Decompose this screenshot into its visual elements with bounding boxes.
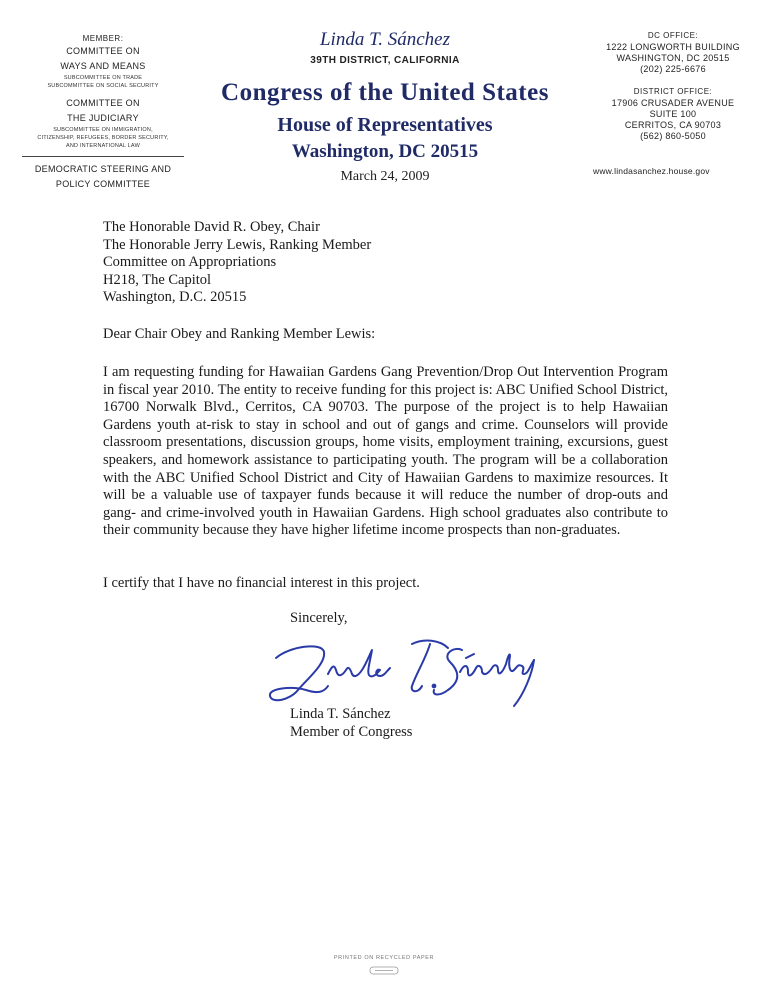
certification-statement: I certify that I have no financial interest in this project.: [103, 575, 420, 591]
recipient-address: [103, 219, 668, 307]
website-link[interactable]: www.lindasanchez.house.gov: [593, 166, 710, 176]
committee-judiciary-line-1: COMMITTEE ON: [66, 98, 140, 108]
subcommittee-immigration-line-2: CITIZENSHIP, REFUGEES, BORDER SECURITY,: [37, 135, 169, 141]
address-line-2: The Honorable Jerry Lewis, Ranking Member: [103, 236, 372, 253]
subcommittee-social-security: SUBCOMMITTEE ON SOCIAL SECURITY: [47, 83, 159, 89]
city-title: Washington, DC 20515: [291, 141, 479, 162]
letter-date: March 24, 2009: [340, 169, 430, 184]
dc-office-label: DC OFFICE:: [647, 31, 699, 40]
subcommittee-immigration-line-3: AND INTERNATIONAL LAW: [66, 143, 140, 149]
dc-office-line-2: WASHINGTON, DC 20515: [616, 53, 730, 63]
signer-title: Member of Congress: [290, 723, 413, 740]
member-label: MEMBER:: [82, 34, 124, 43]
office-column: [588, 30, 758, 142]
address-line-1: The Honorable David R. Obey, Chair: [103, 219, 320, 235]
dc-office-phone: (202) 225-6676: [640, 64, 706, 74]
recycled-paper-notice: PRINTED ON RECYCLED PAPER: [333, 955, 435, 961]
district-office-line-3: CERRITOS, CA 90703: [624, 120, 722, 130]
address-line-5: Washington, D.C. 20515: [103, 289, 247, 306]
house-title: House of Representatives: [277, 114, 493, 136]
salutation: Dear Chair Obey and Ranking Member Lewis:: [103, 326, 376, 342]
committee-judiciary-line-2: THE JUDICIARY: [67, 113, 139, 123]
district-label: 39TH DISTRICT, CALIFORNIA: [310, 55, 460, 66]
committee-ways-means-line-1: COMMITTEE ON: [66, 46, 140, 56]
representative-name: Linda T. Sánchez: [319, 29, 450, 50]
district-office-line-2: SUITE 100: [649, 109, 697, 119]
union-bug-icon: [369, 966, 399, 975]
committee-ways-means-line-2: WAYS AND MEANS: [60, 61, 146, 71]
address-line-4: H218, The Capitol: [103, 271, 212, 288]
address-line-3: Committee on Appropriations: [103, 254, 277, 271]
subcommittee-trade: SUBCOMMITTEE ON TRADE: [63, 75, 143, 81]
handwritten-signature: [262, 634, 542, 710]
dc-office-line-1: 1222 LONGWORTH BUILDING: [606, 42, 740, 52]
congress-title: Congress of the United States: [221, 79, 549, 106]
district-office-label: DISTRICT OFFICE:: [633, 87, 713, 96]
signer-name: Linda T. Sánchez: [290, 706, 391, 722]
letterhead-center: [200, 28, 570, 185]
signer-block: [290, 706, 590, 741]
committee-column: [14, 33, 192, 192]
closing: Sincerely,: [290, 610, 348, 626]
steering-committee-line-1: DEMOCRATIC STEERING AND: [34, 164, 172, 174]
district-office-phone: (562) 860-5050: [640, 131, 706, 141]
body-paragraph: I am requesting funding for Hawaiian Gardens Gang Prevention/Drop Out Intervention Program in fiscal year 2010. The entity to receive funding for this project is: ABC Unified School District, 16700 Norwalk Blvd., Cerritos, CA 90703. The purpose of the project is to help Hawaiian Gardens youth at-risk to stay in school and out of gangs and crime. Counselors will provide classroom presentations, discussion groups, home visits, employment training, excursions, guest speakers, and homework assistance to participating youth. The program will be a collaboration with the ABC Unified School District and City of Hawaiian Gardens to maximize resources. It will be a valuable use of taxpayer funds because it will reduce the number of drop-outs and gang- and crime-involved youth in Hawaiian Gardens. High school graduates also contribute to their community because they have higher lifetime income prospects than non-graduates.: [103, 364, 668, 539]
subcommittee-immigration-line-1: SUBCOMMITTEE ON IMMIGRATION,: [53, 127, 153, 133]
committee-divider: [22, 156, 184, 157]
steering-committee-line-2: POLICY COMMITTEE: [55, 179, 151, 189]
district-office-line-1: 17906 CRUSADER AVENUE: [611, 98, 735, 108]
